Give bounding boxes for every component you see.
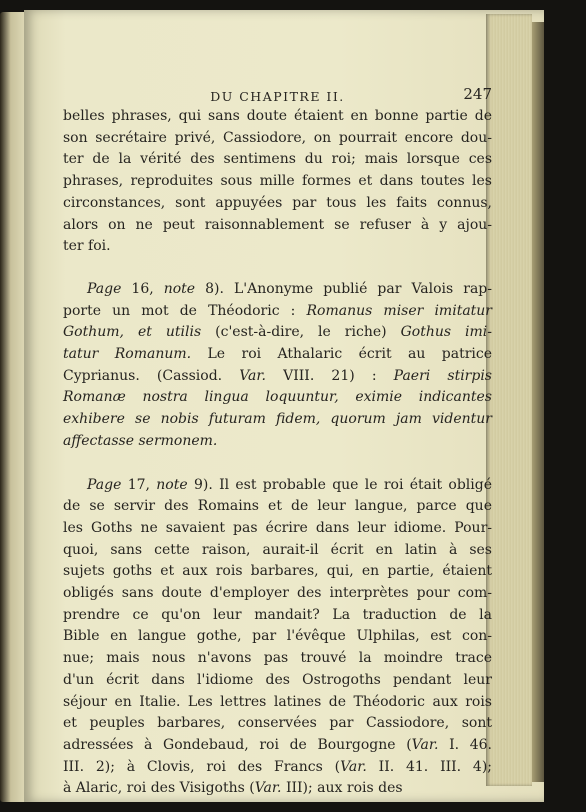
text-line <box>63 236 492 258</box>
text-run: quoi, sans cette raison, aurait-il écrit en latin à ses <box>63 541 492 558</box>
italic-text: Page <box>87 476 122 493</box>
italic-text: Gothum, et utilis <box>63 324 202 341</box>
text-run: alors on ne peut raisonnablement se refuser à y ajou- <box>63 216 492 233</box>
text-line <box>63 778 492 800</box>
italic-text: Romanus miser imitatur <box>306 302 492 319</box>
text-line <box>63 496 492 518</box>
italic-text: Var. <box>340 758 367 775</box>
italic-text: exhibere se nobis futuram fidem, quorum jam videntur <box>63 411 492 428</box>
text-line <box>63 279 492 301</box>
page-text <box>63 84 492 800</box>
text-line <box>63 518 492 540</box>
text-run: circonstances, sont appuyées par tous les faits connus, <box>63 194 492 211</box>
paragraph-gap <box>63 258 492 279</box>
page-edges <box>486 14 532 786</box>
paragraph <box>63 475 492 801</box>
text-run: prendre ce qu'on leur mandait? La traduction de la <box>63 606 492 623</box>
cover-edge <box>532 22 544 782</box>
text-line <box>63 322 492 344</box>
text-line <box>63 431 492 453</box>
text-run: sujets goths et aux rois barbares, qui, en partie, étaient <box>63 563 492 580</box>
text-run: II. 41. III. 4); <box>366 758 492 775</box>
text-run: séjour en Italie. Les lettres latines de Théodoric aux rois <box>63 693 492 710</box>
paragraph <box>63 106 492 258</box>
text-run: 9). Il est probable que le roi était obligé <box>187 476 493 493</box>
text-run: d'un écrit dans l'idiome des Ostrogoths pendant leur <box>63 671 492 688</box>
text-line <box>63 626 492 648</box>
text-line <box>63 106 492 128</box>
text-run: ter foi. <box>63 238 111 255</box>
text-line <box>63 301 492 323</box>
text-run: 17, <box>121 476 157 493</box>
paragraph <box>63 279 492 453</box>
text-line <box>63 648 492 670</box>
italic-text: note <box>163 280 196 297</box>
italic-text: Var. <box>254 780 282 797</box>
text-run: nue; mais nous n'avons pas trouvé la moindre trace <box>63 650 492 667</box>
text-line <box>63 149 492 171</box>
text-line <box>63 670 492 692</box>
text-run: III); aux rois des <box>281 780 403 797</box>
text-run: Le roi Athalaric écrit au patrice <box>191 346 493 363</box>
italic-text: Paeri stirpis <box>393 367 492 384</box>
text-line <box>63 713 492 735</box>
text-line <box>63 583 492 605</box>
text-run: son secrétaire privé, Cassiodore, on pourrait encore dou- <box>63 129 492 146</box>
italic-text: Gothus imi- <box>400 324 492 341</box>
text-line <box>63 605 492 627</box>
text-line <box>63 215 492 237</box>
text-run: phrases, reproduites sous mille formes et dans toutes les <box>63 173 492 190</box>
text-run: et peuples barbares, conservées par Cassiodore, sont <box>63 715 492 732</box>
italic-text: Var. <box>239 367 267 384</box>
text-line <box>63 735 492 757</box>
text-run: belles phrases, qui sans doute étaient en bonne partie de <box>63 108 492 124</box>
text-line <box>63 128 492 150</box>
text-line <box>63 366 492 388</box>
text-run: 16, <box>121 280 164 297</box>
text-run: obligés sans doute d'employer des interprètes pour com- <box>63 585 492 602</box>
text-run: Cyprianus. (Cassiod. <box>63 367 240 384</box>
text-line <box>63 540 492 562</box>
previous-page-edge <box>0 12 24 802</box>
paragraph-gap <box>63 453 492 475</box>
text-run: les Goths ne savaient pas écrire dans leur idiome. Pour- <box>63 519 492 536</box>
text-line <box>63 475 492 497</box>
text-run: porte un mot de Théodoric : <box>63 302 307 319</box>
text-run: adressées à Gondebaud, roi de Bourgogne ( <box>63 736 412 753</box>
italic-text: Romanæ nostra lingua loquuntur, eximie indicantes <box>63 389 492 406</box>
text-run: Bible en langue gothe, par l'évêque Ulphilas, est con- <box>63 628 492 645</box>
italic-text: note <box>156 476 188 493</box>
text-line <box>63 344 492 366</box>
text-run: III. 2); à Clovis, roi des Francs ( <box>63 758 341 775</box>
text-line <box>63 757 492 779</box>
text-run: VIII. 21) : <box>266 367 394 384</box>
running-head: DU CHAPITRE II. <box>210 89 345 104</box>
text-run: de se servir des Romains et de leur langue, parce que <box>63 498 492 515</box>
text-line <box>63 387 492 409</box>
page-number: 247 <box>463 85 492 103</box>
text-line <box>63 409 492 431</box>
text-line <box>63 193 492 215</box>
italic-text: affectasse sermonem. <box>63 432 218 449</box>
italic-text: tatur Romanum. <box>63 346 192 363</box>
text-line <box>63 561 492 583</box>
italic-text: Page <box>87 280 122 297</box>
italic-text: Var. <box>411 736 439 753</box>
text-run: ter de la vérité des sentimens du roi; mais lorsque ces <box>63 151 492 168</box>
text-line <box>63 692 492 714</box>
body-text <box>63 106 492 800</box>
text-run: (c'est-à-dire, le riche) <box>201 324 401 341</box>
text-run: à Alaric, roi des Visigoths ( <box>63 780 255 797</box>
text-run: I. 46. <box>438 736 492 753</box>
text-run: 8). L'Anonyme publié par Valois rap- <box>195 280 492 297</box>
text-line <box>63 171 492 193</box>
page-header <box>63 84 492 106</box>
